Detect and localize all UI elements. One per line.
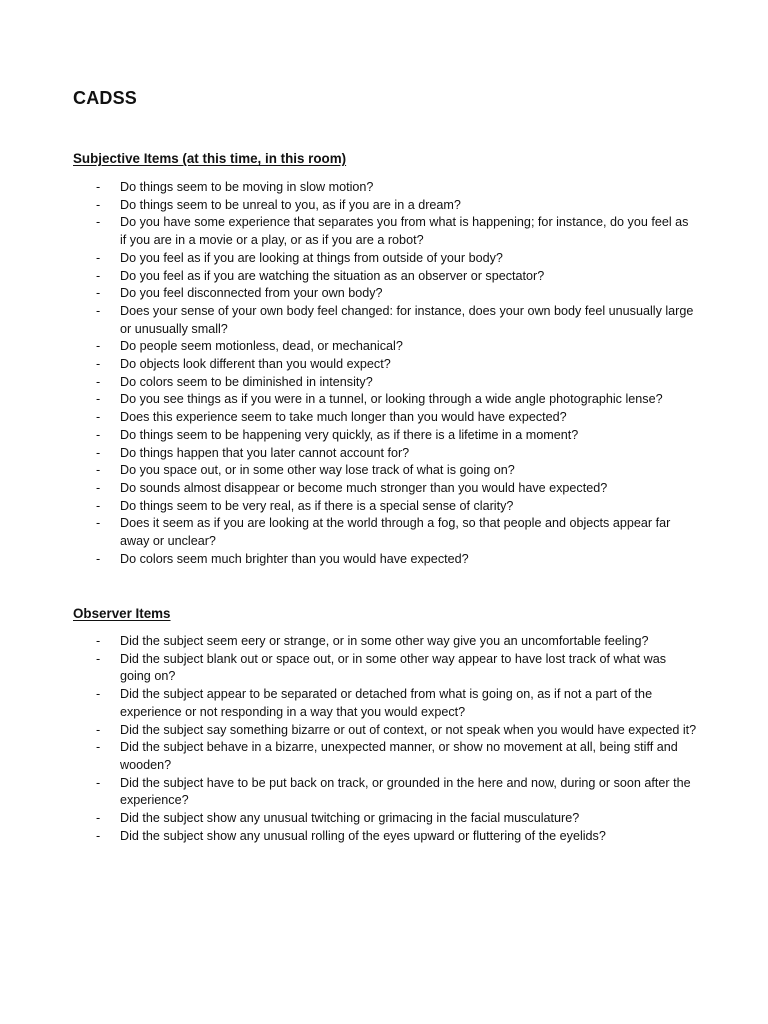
list-item: - Do you have some experience that separates you from what is happening; for instance, do you feel as if you are in a movie or a play, or as if you are a robot? — [0, 214, 768, 249]
list-item: - Do you see things as if you were in a tunnel, or looking through a wide angle photographic lense? — [0, 391, 768, 409]
list-item: - Do sounds almost disappear or become much stronger than you would have expected? — [0, 480, 768, 498]
list-item: - Did the subject appear to be separated or detached from what is going on, as if not a part of the experience or not responding in a way that you would expect? — [0, 686, 768, 721]
list-item: - Did the subject behave in a bizarre, unexpected manner, or show no movement at all, being stiff and wooden? — [0, 739, 768, 774]
subjective-items-list — [0, 179, 768, 568]
observer-items-heading: Observer Items — [73, 606, 171, 621]
list-item: - Do people seem motionless, dead, or mechanical? — [0, 338, 768, 356]
list-item: - Do things seem to be happening very quickly, as if there is a lifetime in a moment? — [0, 427, 768, 445]
list-item: - Do you feel disconnected from your own body? — [0, 285, 768, 303]
list-item: - Did the subject show any unusual twitching or grimacing in the facial musculature? — [0, 810, 768, 828]
list-item: - Do things happen that you later cannot account for? — [0, 445, 768, 463]
list-item: - Does this experience seem to take much longer than you would have expected? — [0, 409, 768, 427]
list-item: - Do things seem to be very real, as if there is a special sense of clarity? — [0, 498, 768, 516]
list-item: - Did the subject seem eery or strange, or in some other way give you an uncomfortable feeling? — [0, 633, 768, 651]
list-item: - Do objects look different than you would expect? — [0, 356, 768, 374]
list-item: - Do colors seem much brighter than you would have expected? — [0, 551, 768, 569]
list-item: - Does it seem as if you are looking at the world through a fog, so that people and objects appear far away or unclear? — [0, 515, 768, 550]
observer-items-list — [0, 633, 768, 845]
list-item: - Do you feel as if you are watching the situation as an observer or spectator? — [0, 268, 768, 286]
subjective-items-heading: Subjective Items (at this time, in this room) — [73, 151, 347, 166]
list-item: - Did the subject say something bizarre or out of context, or not speak when you would have expected it? — [0, 722, 768, 740]
list-item: - Do colors seem to be diminished in intensity? — [0, 374, 768, 392]
list-item: - Does your sense of your own body feel changed: for instance, does your own body feel unusually large or unusually small? — [0, 303, 768, 338]
document-title: CADSS — [73, 88, 138, 108]
list-item: - Do things seem to be unreal to you, as if you are in a dream? — [0, 197, 768, 215]
list-item: - Do things seem to be moving in slow motion? — [0, 179, 768, 197]
list-item: - Did the subject blank out or space out, or in some other way appear to have lost track of what was going on? — [0, 651, 768, 686]
list-item: - Do you feel as if you are looking at things from outside of your body? — [0, 250, 768, 268]
list-item: - Did the subject have to be put back on track, or grounded in the here and now, during or soon after the experience? — [0, 775, 768, 810]
list-item: - Did the subject show any unusual rolling of the eyes upward or fluttering of the eyelids? — [0, 828, 768, 846]
list-item: - Do you space out, or in some other way lose track of what is going on? — [0, 462, 768, 480]
